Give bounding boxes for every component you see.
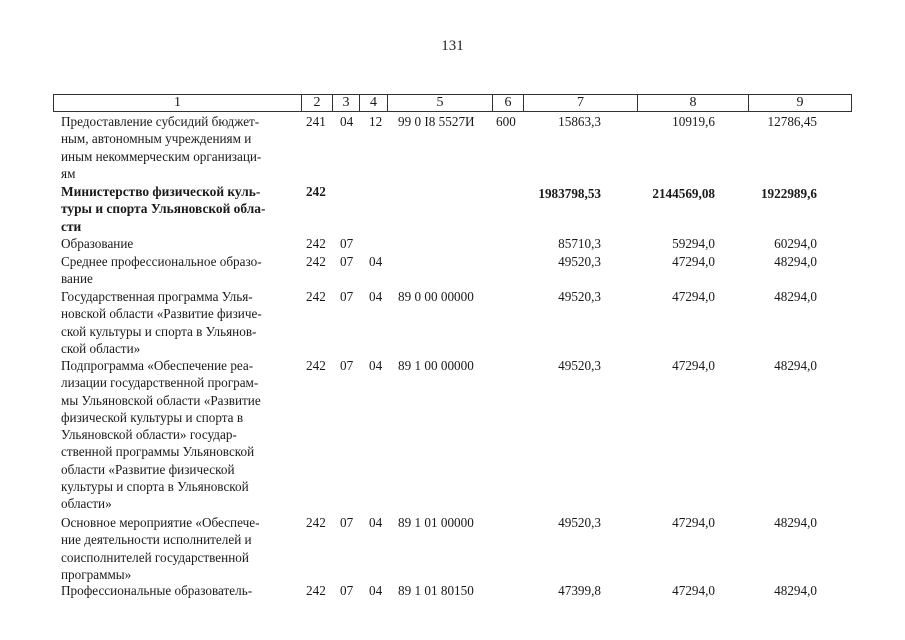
cell-c3: 07 [340,236,354,251]
header-col-1: 1 [174,95,181,110]
row-description-line: мы Ульяновской области «Развитие [61,392,261,408]
cell-c7: 49520,3 [558,289,601,304]
row-description-line: культуры и спорта в Ульяновской [61,479,249,495]
cell-c5: 89 1 01 80150 [398,583,474,598]
row-description [61,514,294,583]
row-description [61,113,294,182]
cell-c7: 85710,3 [558,236,601,251]
row-description [61,288,294,357]
row-description-line: Основное мероприятие «Обеспече- [61,515,260,530]
row-description-line: Государственная программа Улья- [61,289,253,304]
table-header-row [53,94,852,112]
row-description-line: Подпрограмма «Обеспечение реа- [61,358,254,373]
cell-c3: 07 [340,583,354,598]
page-number: 131 [441,38,464,54]
row-description-line: туры и спорта Ульяновской обла- [61,201,266,217]
cell-c9: 1922989,6 [760,186,817,201]
row-description [61,357,294,513]
cell-c4: 04 [369,583,383,598]
cell-c3: 07 [340,515,354,530]
cell-c3: 04 [340,114,354,129]
row-description-line: ние деятельности исполнителей и [61,532,252,548]
row-description [61,183,294,235]
cell-c2: 242 [306,254,326,269]
cell-c8: 47294,0 [672,515,715,530]
cell-c7: 15863,3 [558,114,601,129]
row-description-line: ской области» [61,340,141,356]
cell-c2: 242 [306,358,326,373]
row-description-line: области «Развитие физической [61,461,235,477]
row-description-line: соисполнителей государственной [61,549,249,565]
cell-c9: 12786,45 [767,114,817,129]
row-description-line: Среднее профессиональное образо- [61,254,262,269]
cell-c5: 89 0 00 00000 [398,289,474,304]
cell-c9: 48294,0 [774,515,817,530]
row-description-line: ям [61,165,76,181]
row-description-line: Профессиональные образователь- [61,583,253,598]
cell-c7: 1983798,53 [538,186,601,201]
row-description-line: лизации государственной програм- [61,375,259,391]
cell-c2: 242 [306,236,326,251]
row-description-line: Образование [61,236,134,251]
cell-c8: 47294,0 [672,358,715,373]
cell-c4: 12 [369,114,383,129]
row-description-line: ным, автономным учреждениям и [61,131,252,147]
header-col-3: 3 [332,95,359,111]
cell-c2: 242 [306,184,326,199]
row-description-line: области» [61,496,112,512]
row-description-line: Министерство физической куль- [61,184,261,199]
row-description-line: Предоставление субсидий бюджет- [61,114,260,129]
cell-c4: 04 [369,515,383,530]
cell-c3: 07 [340,254,354,269]
cell-c7: 47399,8 [558,583,601,598]
cell-c8: 47294,0 [672,583,715,598]
cell-c8: 47294,0 [672,289,715,304]
row-description [61,582,294,599]
cell-c5: 89 1 00 00000 [398,358,474,373]
cell-c9: 48294,0 [774,358,817,373]
cell-c7: 49520,3 [558,358,601,373]
cell-c2: 242 [306,515,326,530]
cell-c4: 04 [369,254,383,269]
row-description-line: ской культуры и спорта в Ульянов- [61,323,257,339]
cell-c5: 99 0 I8 5527И [398,114,475,129]
cell-c4: 04 [369,358,383,373]
cell-c9: 48294,0 [774,583,817,598]
row-description-line: сти [61,218,82,234]
header-col-4: 4 [359,95,387,111]
cell-c5: 89 1 01 00000 [398,515,474,530]
cell-c4: 04 [369,289,383,304]
cell-c2: 242 [306,583,326,598]
header-col-9: 9 [748,95,851,111]
cell-c9: 48294,0 [774,289,817,304]
row-description-line: Ульяновской области» государ- [61,427,237,443]
cell-c6: 600 [496,114,516,129]
cell-c2: 242 [306,289,326,304]
cell-c7: 49520,3 [558,254,601,269]
cell-c8: 59294,0 [672,236,715,251]
cell-c3: 07 [340,358,354,373]
row-description-line: иным некоммерческим организаци- [61,148,262,164]
row-description [61,253,294,288]
row-description [61,235,294,252]
cell-c3: 07 [340,289,354,304]
cell-c9: 60294,0 [774,236,817,251]
header-col-7: 7 [523,95,637,111]
row-description-line: программы» [61,566,132,582]
cell-c2: 241 [306,114,326,129]
cell-c7: 49520,3 [558,515,601,530]
cell-c8: 2144569,08 [652,186,715,201]
cell-c8: 47294,0 [672,254,715,269]
cell-c9: 48294,0 [774,254,817,269]
header-col-2: 2 [301,95,332,111]
row-description-line: ственной программы Ульяновской [61,444,255,460]
row-description-line: вание [61,271,93,287]
row-description-line: новской области «Развитие физиче- [61,306,262,322]
header-col-6: 6 [492,95,523,111]
header-col-5: 5 [387,95,492,111]
row-description-line: физической культуры и спорта в [61,409,244,425]
header-col-8: 8 [637,95,748,111]
cell-c8: 10919,6 [672,114,715,129]
